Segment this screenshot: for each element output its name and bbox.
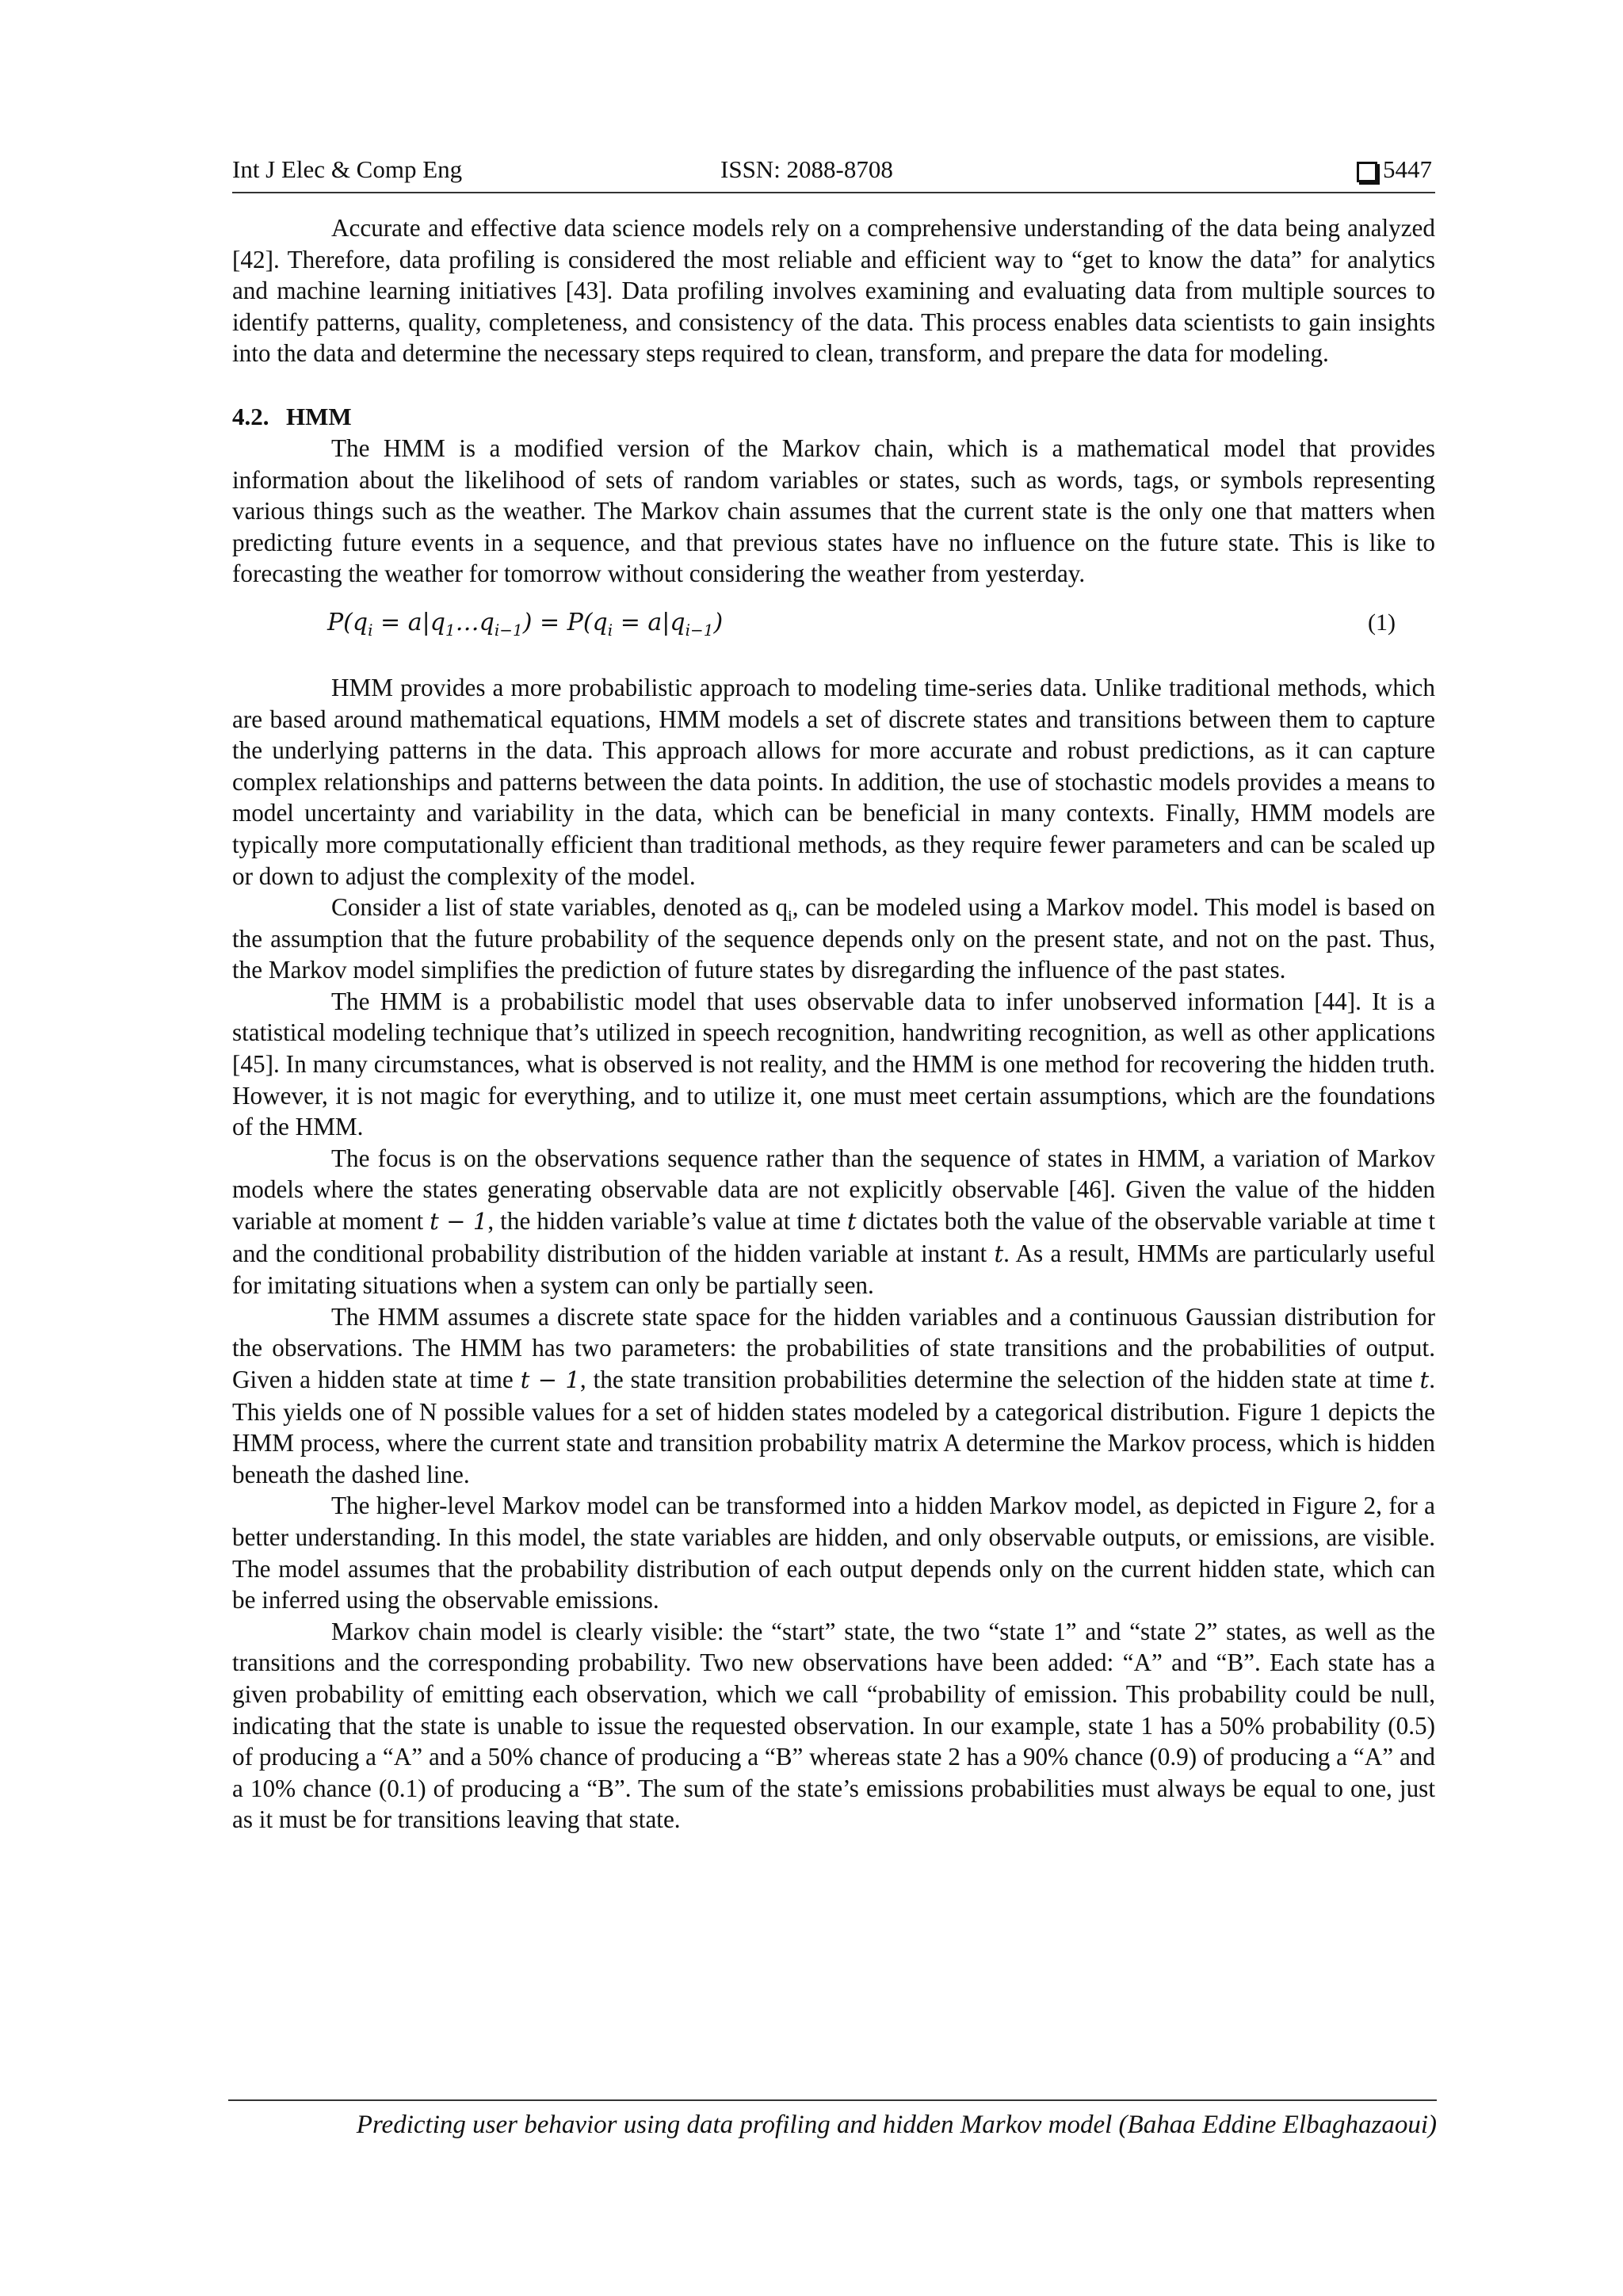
equation-expression: $P(q_i$ = $a|q_1\dots q_{i-1}) = P(q_i = a|q_{i-1})$	[327, 608, 724, 640]
paragraph-state-variables: Consider a list of state variables, denoted as $q_i$, can be modeled using a Markov model. This model is based on the assumption that the future probability of the sequence depends only on the present state, and not on the past. Thus, the Markov model simplifies the prediction of future states by disregarding the influence of the past states.	[232, 893, 1435, 984]
paragraph-probabilistic-model: The HMM is a probabilistic model that uses observable data to infer unobserved information [44]. It is a statistical modeling technique that’s utilized in speech recognition, handwriting recognition, as well as other applications [45]. In many circumstances, what is observed is not reality, and the HMM is one method for recovering the hidden truth. However, it is not magic for everything, and to utilize it, one must meet certain assumptions, which are the foundations of the HMM.	[232, 987, 1435, 1141]
paragraph-higher-level-model: The higher-level Markov model can be transformed into a hidden Markov model, as depicted in Figure 2, for a better understanding. In this model, the state variables are hidden, and only observable outputs, or emissions, are visible. The model assumes that the probability distribution of each output depends only on the current hidden state, which can be inferred using the observable emissions.	[232, 1492, 1435, 1614]
page-footer: Predicting user behavior using data profiling and hidden Markov model (Bahaa Eddine Elbaghazaoui)	[228, 2099, 1437, 2140]
page-number: 5447	[1383, 155, 1432, 183]
equation-number: (1)	[1368, 609, 1396, 636]
paragraph-markov-chain-example: Markov chain model is clearly visible: the “start” state, the two “state 1” and “state 2” states, as well as the transitions and the corresponding probability. Two new observations have been added: “A” and “B”. Each state has a given probability of emitting each observation, which we call “probability of emission. This probability could be null, indicating that the state is unable to issue the requested observation. In our example, state 1 has a 50% probability (0.5) of producing a “A” and a 50% chance of producing a “B” whereas state 2 has a 90% chance (0.9) of producing a “A” and a 10% chance (0.1) of producing a “B”. The sum of the state’s emissions probabilities must always be equal to one, just as it must be for transitions leaving that state.	[232, 1617, 1435, 1834]
journal-name: Int J Elec & Comp Eng	[232, 155, 463, 183]
article-body	[232, 212, 1435, 1836]
equation-1	[232, 606, 1435, 640]
paragraph-probabilistic-approach: HMM provides a more probabilistic approach to modeling time-series data. Unlike traditional methods, which are based around mathematical equations, HMM models a set of discrete states and transitions between them to capture the underlying patterns in the data. This approach allows for more accurate and robust predictions, as it can capture complex relationships and patterns between the data points. In addition, the use of stochastic models provides a means to model uncertainty and variability in the data, which can be beneficial in many contexts. Finally, HMM models are typically more computationally efficient than traditional methods, as they require fewer parameters and can be scaled up or down to adjust the complexity of the model.	[232, 673, 1435, 890]
section-heading	[232, 401, 1435, 433]
paragraph-observations-sequence: The focus is on the observations sequence rather than the sequence of states in HMM, a variation of Markov models where the states generating observable data are not explicitly observable [46]. Given the value of the hidden variable at moment t − 1, the hidden variable’s value at time t dictates both the value of the observable variable at time t and the conditional probability distribution of the hidden variable at instant t. As a result, HMMs are particularly useful for imitating situations when a system can only be partially seen.	[232, 1144, 1436, 1300]
issn: ISSN: 2088-8708	[720, 155, 893, 183]
page-box-icon	[1357, 162, 1377, 182]
section-title: HMM	[286, 402, 352, 430]
paragraph-intro: Accurate and effective data science models rely on a comprehensive understanding of the data being analyzed [42]. Therefore, data profiling is considered the most reliable and efficient way to “get to know the data” for analytics and machine learning initiatives [43]. Data profiling involves examining and evaluating data from multiple sources to identify patterns, quality, completeness, and consistency of the data. This process enables data scientists to gain insights into the data and determine the necessary steps required to clean, transform, and prepare the data for modeling.	[232, 214, 1435, 368]
paragraph-state-space: The HMM assumes a discrete state space for the hidden variables and a continuous Gaussian distribution for the observations. The HMM has two parameters: the probabilities of state transitions and the probabilities of output. Given a hidden state at time t − 1, the state transition probabilities determine the selection of the hidden state at time t. This yields one of N possible values for a set of hidden states modeled by a categorical distribution. Figure 1 depicts the HMM process, where the current state and transition probability matrix A determine the Markov process, which is hidden beneath the dashed line.	[232, 1302, 1435, 1488]
section-number: 4.2.	[232, 402, 269, 430]
page-header	[232, 155, 1435, 193]
paragraph-hmm-definition: The HMM is a modified version of the Markov chain, which is a mathematical model that provides information about the likelihood of sets of random variables or states, such as words, tags, or symbols representing various things such as the weather. The Markov chain assumes that the current state is the only one that matters when predicting future events in a sequence, and that previous states have no influence on the future state. This is like to forecasting the weather for tomorrow without considering the weather from yesterday.	[232, 434, 1435, 588]
